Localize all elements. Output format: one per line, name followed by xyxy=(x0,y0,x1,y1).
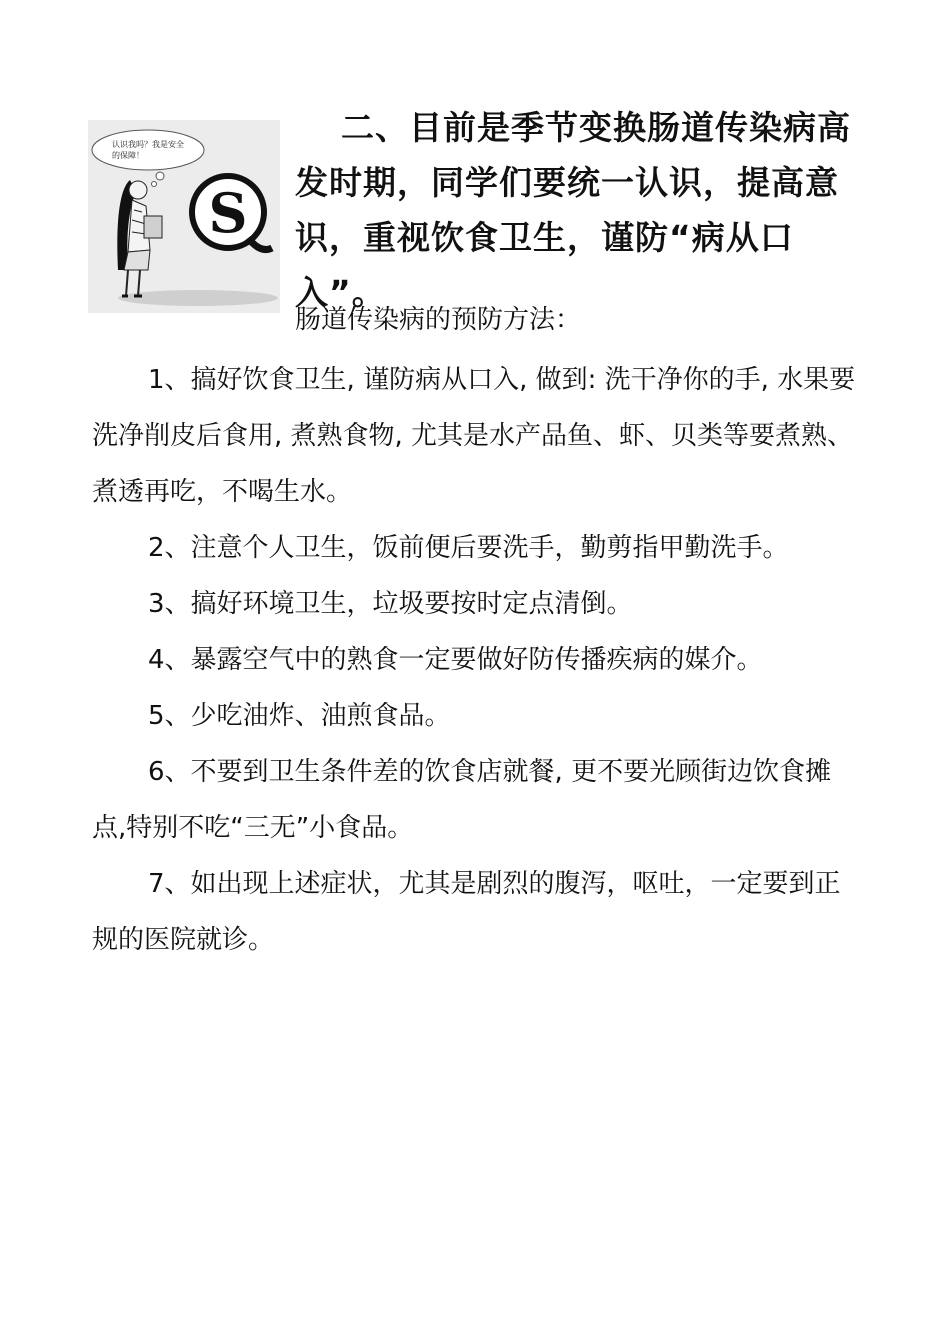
speech-bubble-line-2: 的保障！ xyxy=(112,151,144,160)
list-item: 1、搞好饮食卫生, 谨防病从口入, 做到: 洗干净你的手, 水果要洗净削皮后食用, 煮熟食物, 尤其是水产品鱼、虾、贝类等要煮熟、煮透再吃，不喝生水。 xyxy=(92,365,856,507)
list-item: 5、少吃油炸、油煎食品。 xyxy=(148,701,451,731)
list-item: 4、暴露空气中的熟食一定要做好防传播疾病的媒介。 xyxy=(148,645,763,675)
list-item: 3、搞好环境卫生，垃圾要按时定点清倒。 xyxy=(148,589,633,619)
speech-bubble-line-1: 认识我吗？我是安全 xyxy=(112,140,184,149)
list-item: 2、注意个人卫生，饭前便后要洗手，勤剪指甲勤洗手。 xyxy=(148,533,789,563)
prevention-methods-heading: 肠道传染病的预防方法： xyxy=(295,305,582,335)
section-heading-text: 二、目前是季节变换肠道传染病高发时期，同学们要统一认识，提高意识，重视饮食卫生，谨防“病从口入”。 xyxy=(295,108,851,312)
svg-text:S: S xyxy=(208,181,248,245)
section-heading xyxy=(295,100,865,320)
qs-logo-icon xyxy=(192,176,272,250)
list-item: 6、不要到卫生条件差的饮食店就餐, 更不要光顾街边饮食摊点,特别不吃“三无”小食品。 xyxy=(92,757,832,843)
food-safety-illustration xyxy=(88,120,280,313)
list-item: 7、如出现上述症状，尤其是剧烈的腹泻，呕吐，一定要到正规的医院就诊。 xyxy=(92,869,841,955)
prevention-list xyxy=(92,352,864,968)
